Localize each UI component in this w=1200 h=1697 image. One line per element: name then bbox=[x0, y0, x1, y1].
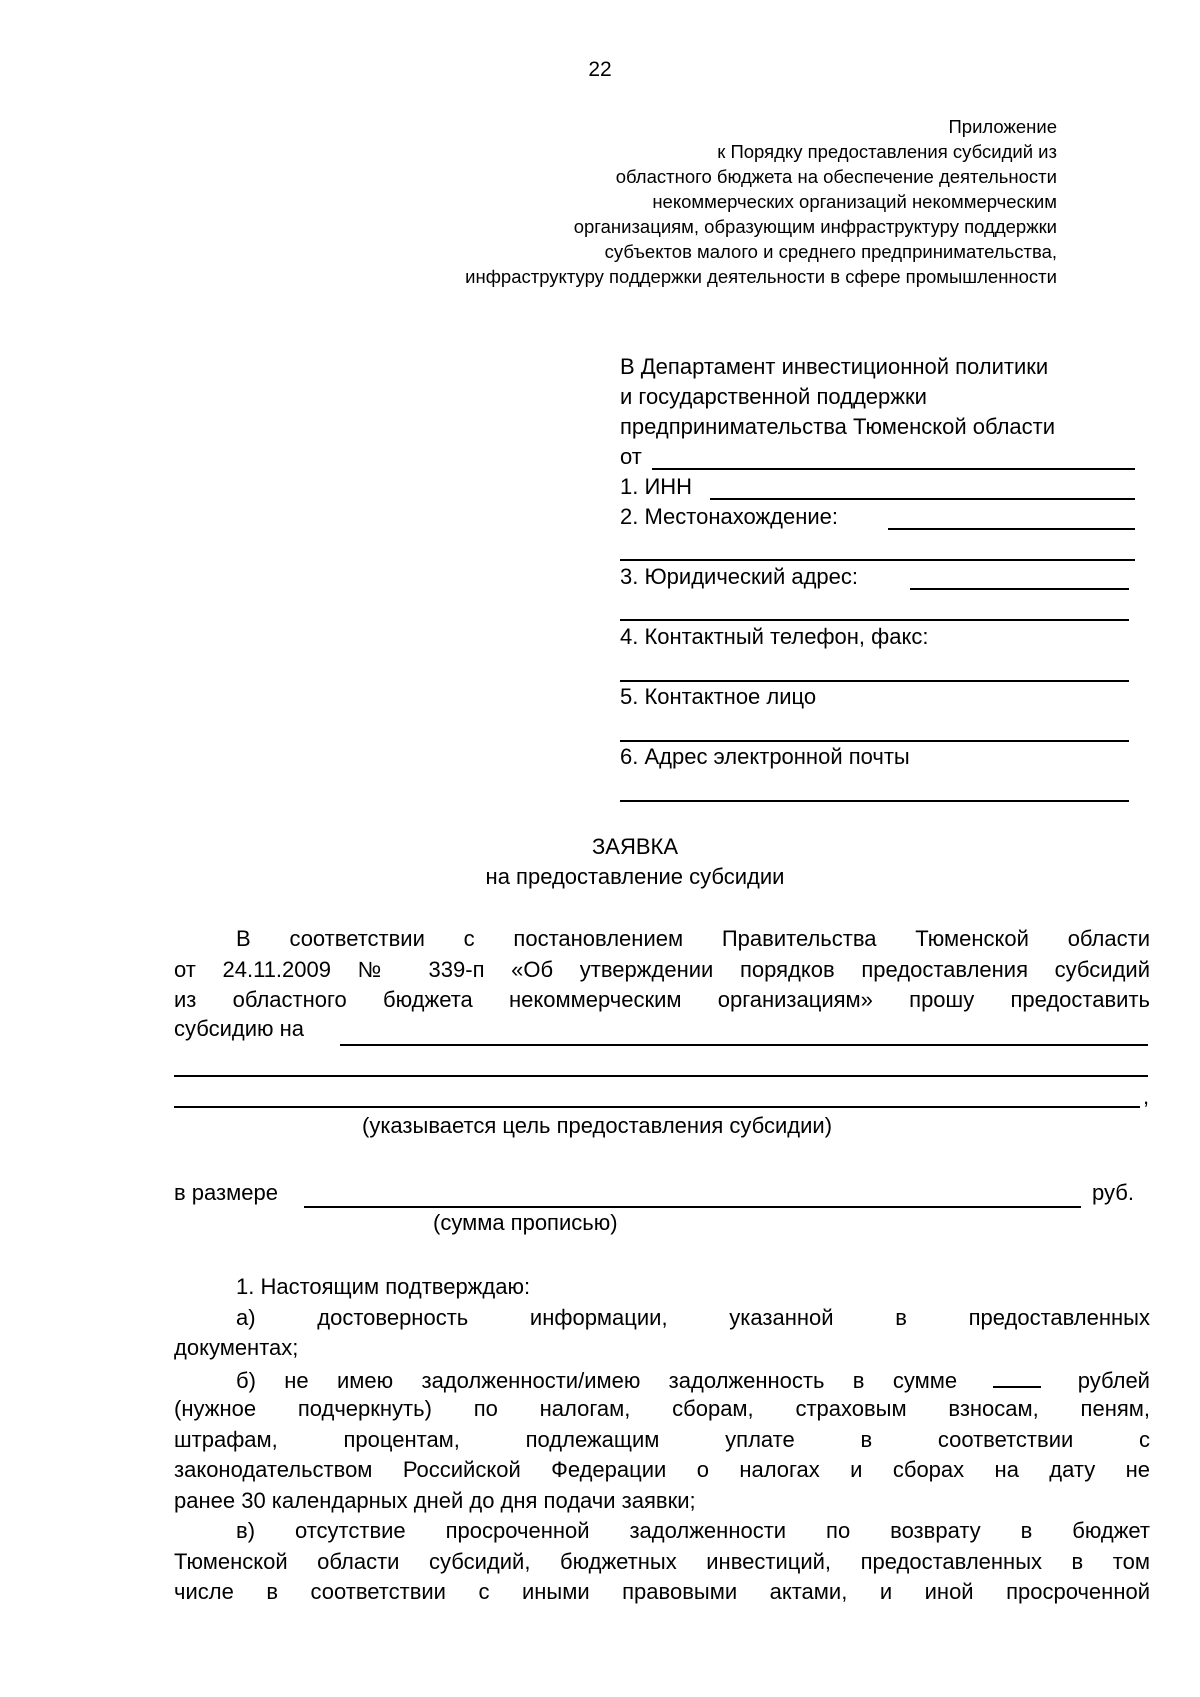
inn-field[interactable] bbox=[620, 474, 1135, 504]
purpose-comma: , bbox=[1143, 1084, 1150, 1109]
phone-label: 4. Контактный телефон, факс: bbox=[620, 624, 929, 649]
appendix-header bbox=[465, 114, 1057, 289]
document-title: ЗАЯВКА bbox=[591, 834, 678, 859]
legal-address-blank[interactable] bbox=[910, 588, 1129, 590]
item-b-line: ранее 30 календарных дней до дня подачи заявки; bbox=[174, 1487, 696, 1513]
text-line: от 24.11.2009 № 339-п «Об утверждении порядков предоставления субсидий bbox=[174, 956, 1150, 982]
from-label: от bbox=[620, 444, 642, 469]
amount-label: в размере bbox=[174, 1180, 278, 1205]
recipient-line: и государственной поддержки bbox=[620, 384, 927, 409]
appendix-line: организациям, образующим инфраструктуру поддержки bbox=[573, 216, 1057, 237]
inn-label: 1. ИНН bbox=[620, 474, 693, 499]
contact-blank-line[interactable] bbox=[620, 740, 1129, 742]
appendix-line: некоммерческих организаций некоммерческим bbox=[652, 191, 1057, 212]
purpose-blank-line-3[interactable] bbox=[174, 1106, 1140, 1108]
phone-blank-line[interactable] bbox=[620, 680, 1129, 682]
item-a-line: документах; bbox=[174, 1335, 299, 1360]
purpose-blank-line-1[interactable] bbox=[340, 1044, 1148, 1046]
appendix-line: субъектов малого и среднего предпринимательства, bbox=[604, 241, 1057, 262]
debt-amount-blank[interactable] bbox=[993, 1364, 1041, 1388]
item-b-line: законодательством Российской Федерации о налогах и сборах на дату не bbox=[174, 1457, 1150, 1482]
legal-address-blank-line[interactable] bbox=[620, 619, 1129, 621]
from-field[interactable] bbox=[620, 444, 1135, 474]
item-b-line-1 bbox=[174, 1364, 1150, 1395]
email-blank-line[interactable] bbox=[620, 800, 1129, 802]
item-v-line: Тюменской области субсидий, бюджетных инвестиций, предоставленных в том bbox=[174, 1548, 1150, 1574]
location-blank-line[interactable] bbox=[620, 559, 1135, 561]
item-b-line: штрафам, процентам, подлежащим уплате в соответствии с bbox=[174, 1426, 1150, 1452]
legal-address-field[interactable] bbox=[620, 564, 1129, 594]
appendix-line: областного бюджета на обеспечение деятельности bbox=[615, 166, 1057, 187]
amount-unit: руб. bbox=[1092, 1180, 1134, 1205]
contact-label: 5. Контактное лицо bbox=[620, 684, 817, 709]
recipient-line: В Департамент инвестиционной политики bbox=[620, 354, 1049, 379]
item-b-text: рублей bbox=[1077, 1367, 1150, 1393]
text-line: В соответствии с постановлением Правительства Тюменской области bbox=[236, 926, 1150, 951]
appendix-line: инфраструктуру поддержки деятельности в сфере промышленности bbox=[465, 266, 1057, 287]
intro-paragraph bbox=[174, 924, 1150, 1016]
appendix-line: к Порядку предоставления субсидий из bbox=[717, 141, 1057, 162]
amount-hint: (сумма прописью) bbox=[433, 1210, 618, 1235]
legal-address-label: 3. Юридический адрес: bbox=[620, 564, 859, 589]
amount-blank[interactable] bbox=[304, 1206, 1081, 1208]
location-label: 2. Местонахождение: bbox=[620, 504, 839, 529]
purpose-label: субсидию на bbox=[174, 1016, 305, 1041]
appendix-line: Приложение bbox=[948, 116, 1057, 137]
text-line: из областного бюджета некоммерческим организациям» прошу предоставить bbox=[174, 987, 1150, 1012]
location-field[interactable] bbox=[620, 504, 1135, 534]
inn-blank[interactable] bbox=[710, 498, 1135, 500]
item-v-line: в) отсутствие просроченной задолженности по возврату в бюджет bbox=[236, 1518, 1150, 1543]
from-blank[interactable] bbox=[652, 468, 1135, 470]
document-subtitle: на предоставление субсидии bbox=[485, 864, 785, 889]
recipient-line: предпринимательства Тюменской области bbox=[620, 414, 1056, 439]
email-label: 6. Адрес электронной почты bbox=[620, 744, 910, 769]
item-b-line: (нужное подчеркнуть) по налогам, сборам, страховым взносам, пеням, bbox=[174, 1396, 1150, 1421]
purpose-blank-line-2[interactable] bbox=[174, 1075, 1148, 1077]
item-a-line: а) достоверность информации, указанной в предоставленных bbox=[236, 1304, 1150, 1330]
purpose-hint: (указывается цель предоставления субсидии) bbox=[362, 1113, 833, 1138]
item-b-text: б) не имею задолженности/имею задолженность в сумме bbox=[236, 1367, 958, 1393]
item-v-line: числе в соответствии с иными правовыми актами, и иной просроченной bbox=[174, 1579, 1150, 1604]
page-number: 22 bbox=[588, 58, 612, 81]
confirmations-section bbox=[174, 1272, 1150, 1608]
confirm-title: 1. Настоящим подтверждаю: bbox=[236, 1274, 531, 1299]
location-blank[interactable] bbox=[888, 528, 1135, 530]
